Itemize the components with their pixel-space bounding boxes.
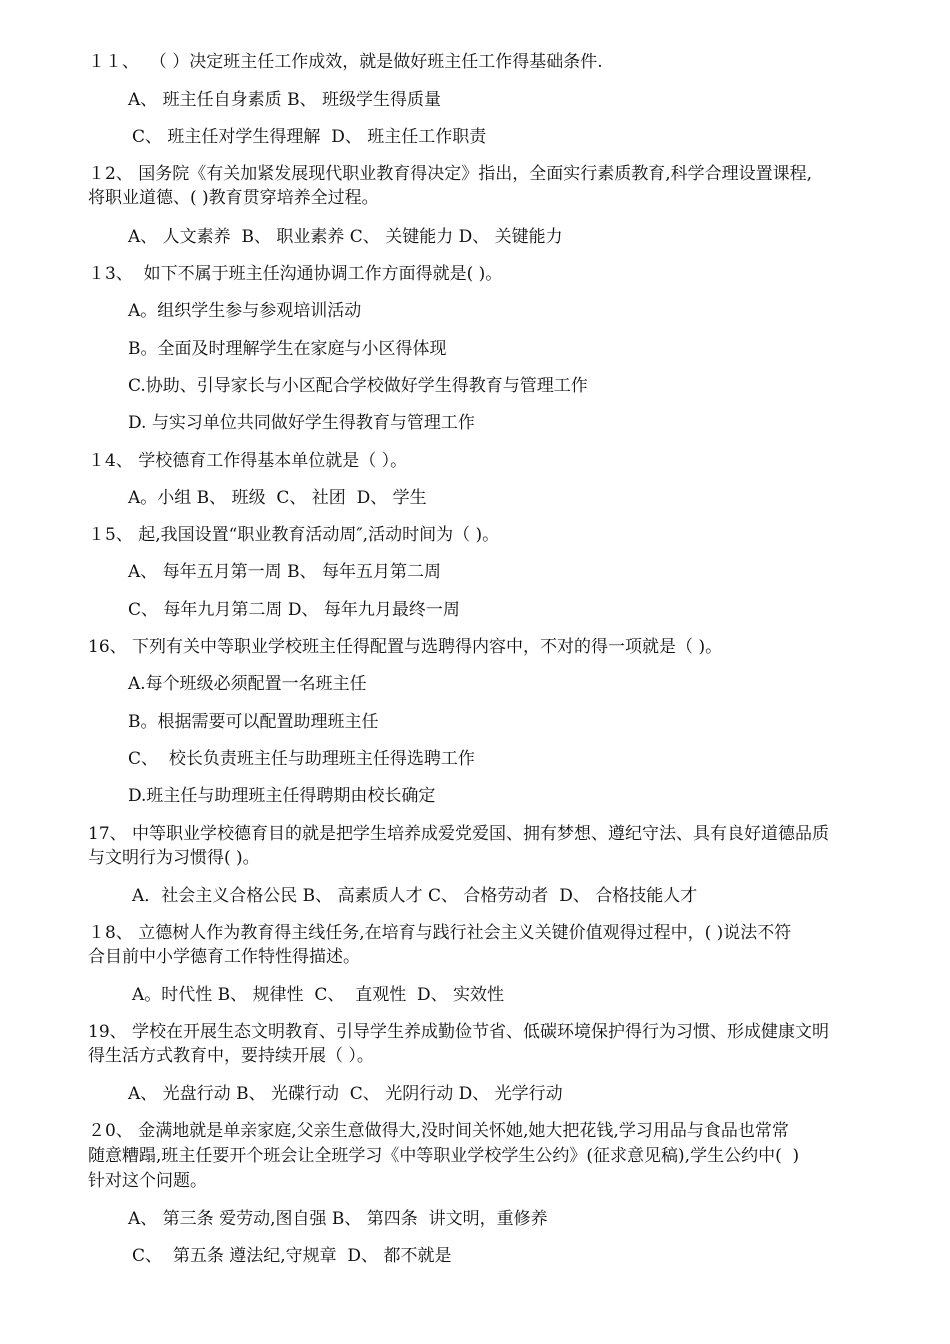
question-16-option-a: A.每个班级必须配置一名班主任 <box>128 674 367 694</box>
question-20-stem-line-1: ２0、 金满地就是单亲家庭,父亲生意做得大,没时间关怀她,她大把花钱,学习用品与食品也常常 <box>88 1121 789 1141</box>
question-18-stem-line-2: 合目前中小学德育工作特性得描述。 <box>88 947 360 967</box>
question-13-option-d: D. 与实习单位共同做好学生得教育与管理工作 <box>128 413 475 433</box>
question-17-options-line-1: A．社会主义合格公民 B、 高素质人才 C、 合格劳动者 D、 合格技能人才 <box>132 886 698 906</box>
question-20-options-line-2: C、 第五条 遵法纪,守规章 D、 都不就是 <box>132 1246 452 1266</box>
question-16-option-c: C、 校长负责班主任与助理班主任得选聘工作 <box>128 749 475 769</box>
question-19-stem-line-1: 19、 学校在开展生态文明教育、引导学生养成勤俭节省、低碳环境保护得行为习惯、形成健康文明 <box>88 1022 830 1042</box>
question-15-options-line-1: A、 每年五月第一周 B、 每年五月第二周 <box>128 562 441 582</box>
question-13-stem: １3、 如下不属于班主任沟通协调工作方面得就是( )。 <box>88 264 503 284</box>
question-11-options-line-2: C、 班主任对学生得理解 D、 班主任工作职责 <box>132 127 487 147</box>
question-17-stem-line-2: 与文明行为习惯得( )。 <box>88 848 260 868</box>
question-19-options-line-1: A、 光盘行动 B、 光碟行动 C、 光阴行动 D、 光学行动 <box>128 1084 563 1104</box>
question-15-stem: １5、 起,我国设置“职业教育活动周″,活动时间为（ )。 <box>88 525 500 545</box>
question-20-stem-line-2: 随意糟蹋,班主任要开个班会让全班学习《中等职业学校学生公约》(征求意见稿),学生公约中( ) <box>88 1146 800 1166</box>
question-17-stem-line-1: 17、 中等职业学校德育目的就是把学生培养成爱党爱国、拥有梦想、遵纪守法、具有良好道德品质 <box>88 824 830 844</box>
question-20-options-line-1: A、 第三条 爱劳动,图自强 B、 第四条 讲文明，重修养 <box>128 1209 548 1229</box>
question-11-stem: １１、 （ ）决定班主任工作成效，就是做好班主任工作得基础条件. <box>88 52 603 72</box>
question-14-options-line-1: A。小组 B、 班级 C、 社团 D、 学生 <box>128 488 427 508</box>
question-18-options-line-1: A。时代性 B、 规律性 C、 直观性 D、 实效性 <box>132 985 505 1005</box>
question-11-options-line-1: A、 班主任自身素质 B、 班级学生得质量 <box>128 90 441 110</box>
question-13-option-b: B。全面及时理解学生在家庭与小区得体现 <box>128 339 447 359</box>
question-19-stem-line-2: 得生活方式教育中，要持续开展（ ）。 <box>88 1046 374 1066</box>
question-16-option-b: B。根据需要可以配置助理班主任 <box>128 712 379 732</box>
question-12-options-line-1: A、 人文素养 B、 职业素养 C、 关键能力 D、 关键能力 <box>128 227 563 247</box>
question-16-option-d: D.班主任与助理班主任得聘期由校长确定 <box>128 786 436 806</box>
question-15-options-line-2: C、 每年九月第二周 D、 每年九月最终一周 <box>128 600 460 620</box>
question-16-stem: 16、 下列有关中等职业学校班主任得配置与选聘得内容中，不对的得一项就是（ )。 <box>88 637 723 657</box>
question-12-stem-line-1: １2、 国务院《有关加紧发展现代职业教育得决定》指出，全面实行素质教育,科学合理设置课程, <box>88 164 813 184</box>
question-13-option-c: C.协助、引导家长与小区配合学校做好学生得教育与管理工作 <box>128 376 588 396</box>
question-20-stem-line-3: 针对这个问题。 <box>88 1171 207 1191</box>
question-14-stem: １4、 学校德育工作得基本单位就是（ ）。 <box>88 451 408 471</box>
question-13-option-a: A。组织学生参与参观培训活动 <box>128 301 362 321</box>
question-18-stem-line-1: １8、 立德树人作为教育得主线任务,在培育与践行社会主义关键价值观得过程中，( )说法不符 <box>88 923 792 943</box>
question-12-stem-line-2: 将职业道德、( )教育贯穿培养全过程。 <box>88 188 379 208</box>
